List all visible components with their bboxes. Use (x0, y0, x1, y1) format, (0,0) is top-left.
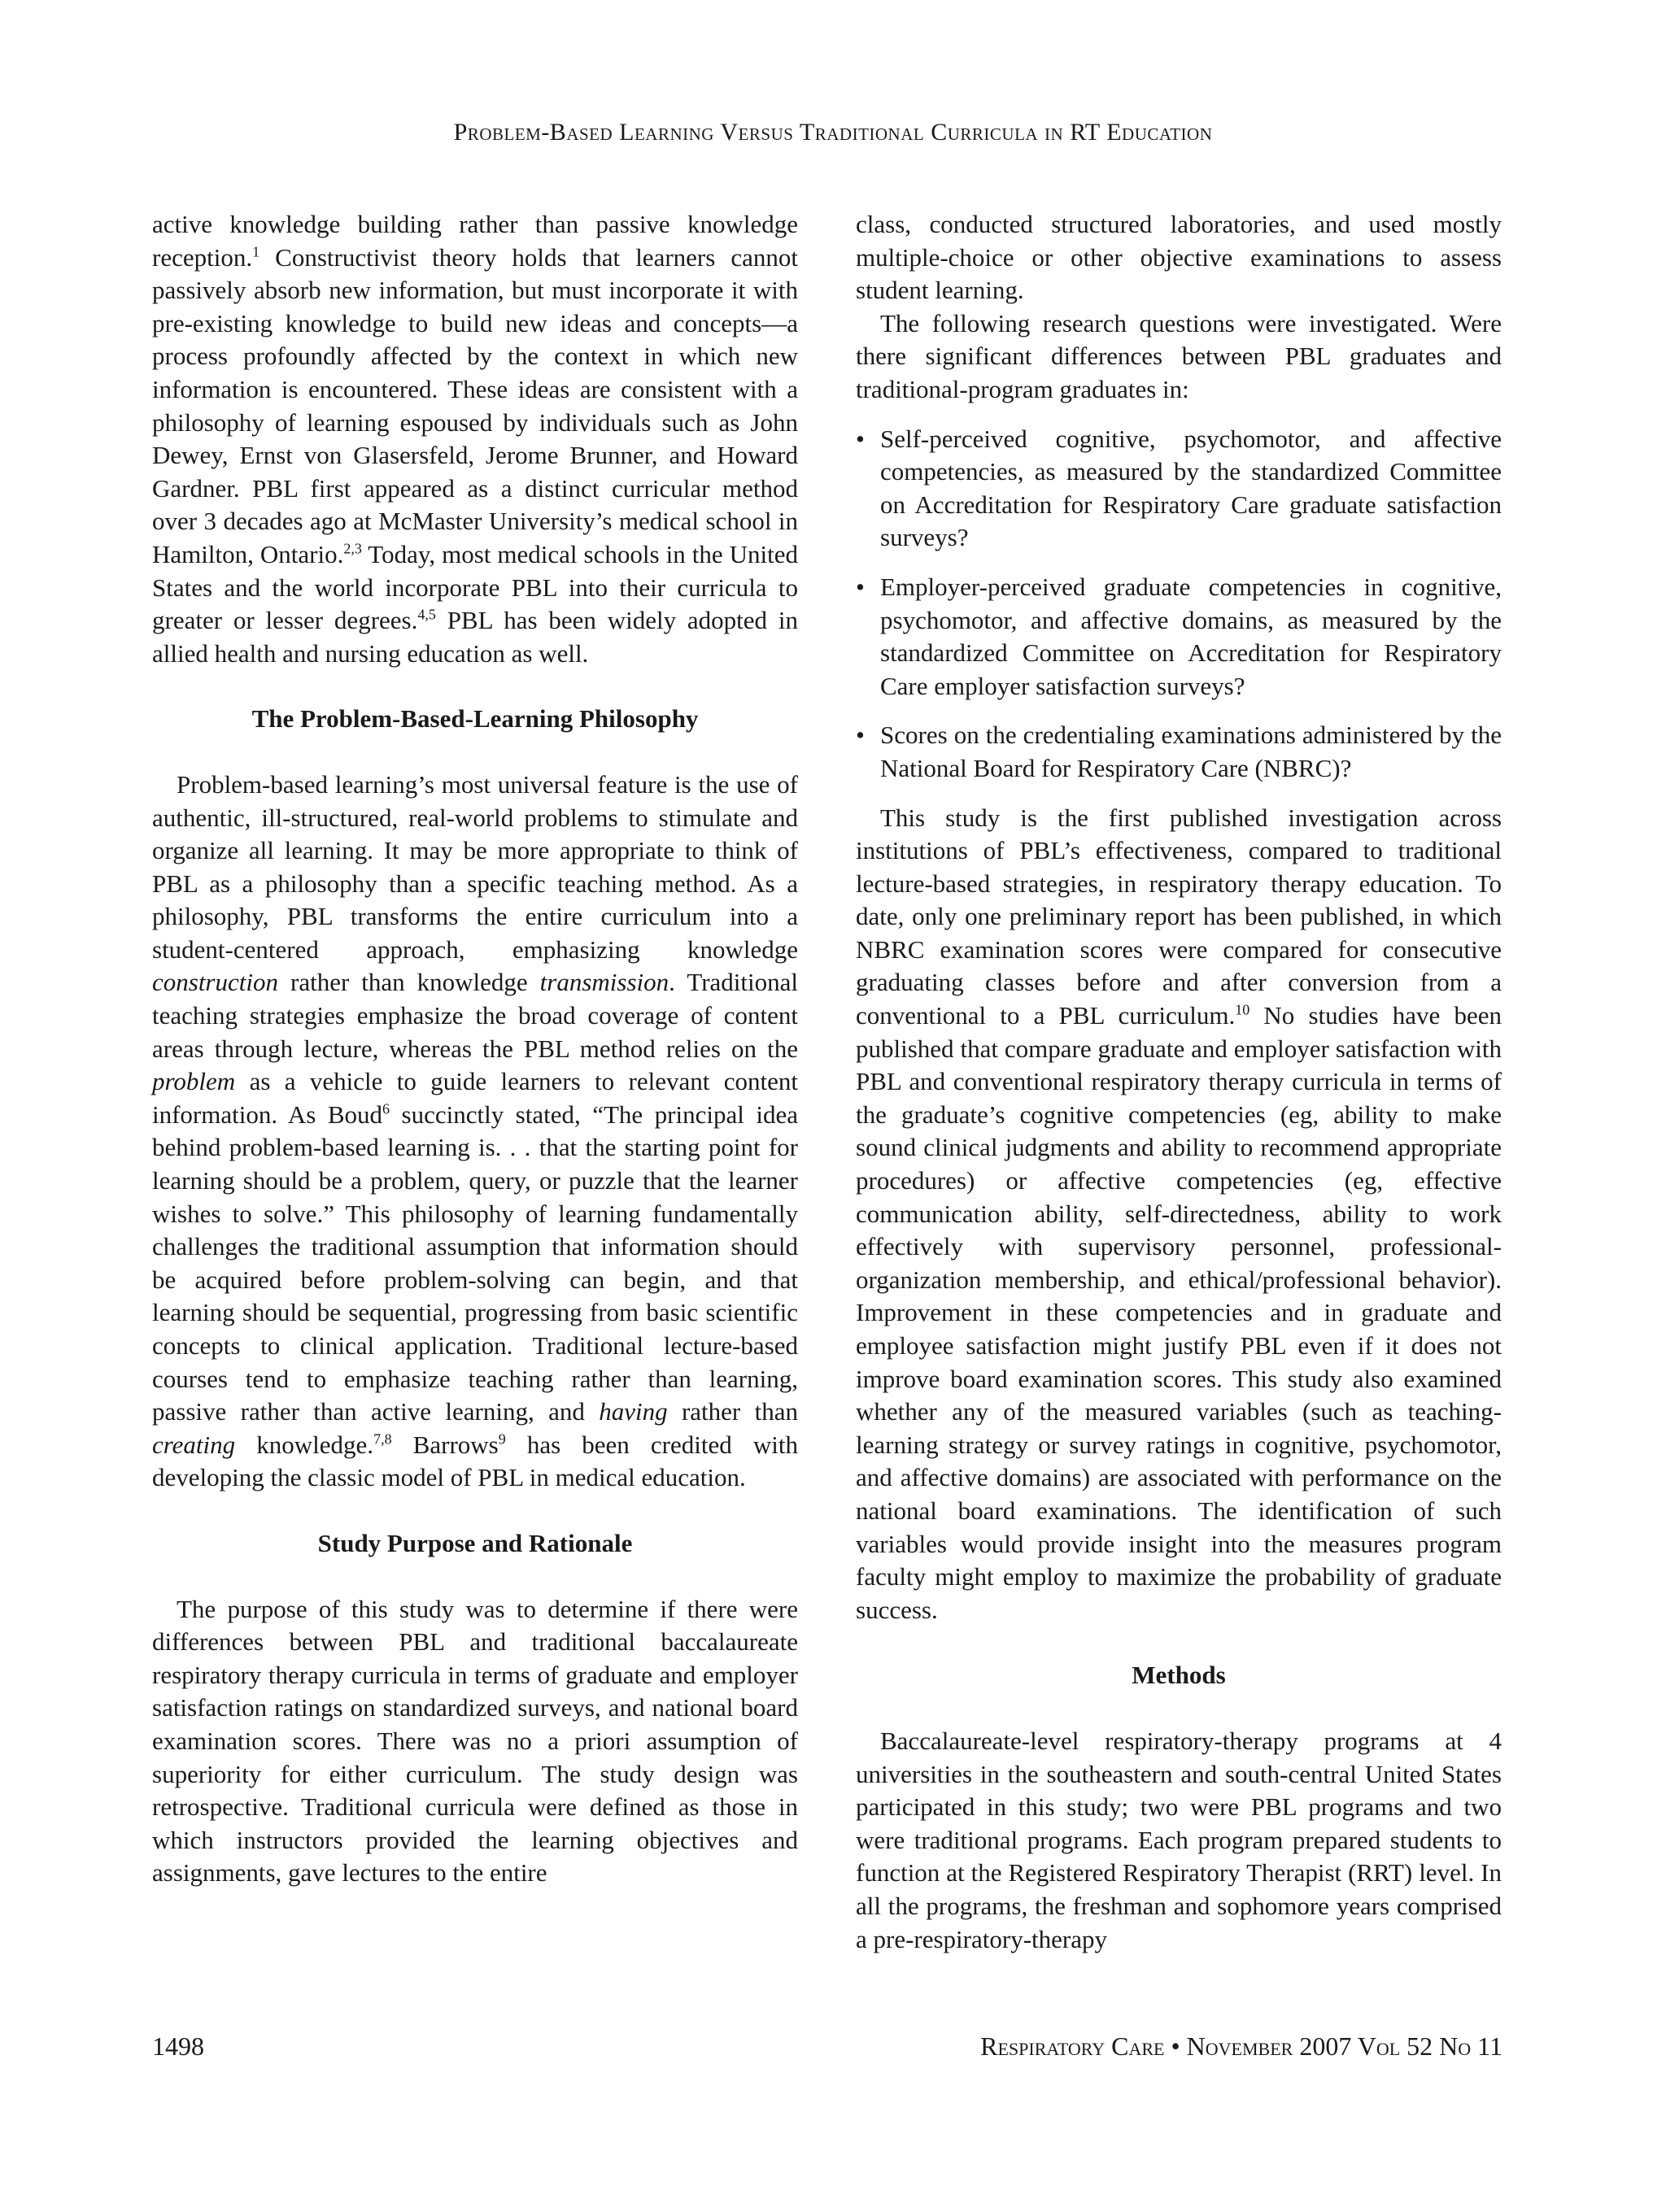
bullet-icon: • (856, 572, 865, 601)
list-item (856, 719, 1502, 785)
continued-paragraph: class, conducted structured laboratories, and used mostly multiple-choice or other objective examinations to assess student learning. (856, 210, 1502, 305)
journal-citation: Respiratory Care • November 2007 Vol 52 No 11 (980, 2031, 1502, 2061)
emphasis: construction (152, 968, 278, 997)
text-run: This study is the first published investigation across institutions of PBL’s effectiveness, compared to traditional lecture-based strategies, in respiratory therapy education. To date, only one preliminary report has been published, in which NBRC examination scores were compared for consecutive graduating classes before and after conversion from a conventional to a PBL curriculum. (856, 803, 1502, 1030)
list-item (856, 571, 1502, 703)
citation-ref: 9 (498, 1430, 506, 1448)
citation-ref: 2,3 (343, 540, 362, 557)
right-column (856, 208, 1502, 1956)
text-run: . Traditional teaching strategies emphasize the broad coverage of content areas through lecture, whereas the PBL method relies on the (152, 968, 798, 1063)
text-run: knowledge. (235, 1430, 374, 1459)
running-head: Problem-Based Learning Versus Traditional Curricula in RT Education (453, 119, 1213, 146)
bullet-icon: • (856, 721, 865, 750)
text-run: active knowledge building rather than passive knowledge reception. (152, 210, 798, 272)
emphasis: transmission (539, 968, 669, 997)
study-rationale-paragraph (856, 802, 1502, 1627)
study-purpose-paragraph: The purpose of this study was to determine if there were differences between PBL and traditional baccalaureate respiratory therapy curricula in terms of graduate and employer satisfaction ratings on standardized surveys, and national board examination scores. There was no a priori assumption of superiority for either curriculum. The study design was retrospective. Traditional curricula were defined as those in which instructors provided the learning objectives and assignments, gave lectures to the entire (152, 1594, 798, 1888)
intro-paragraph (152, 208, 798, 670)
text-run: Constructivist theory holds that learners cannot passively absorb new information, but must incorporate it with pre-existing knowledge to build new ideas and concepts—a process profoundly affected by the context in which new information is encountered. These ideas are consistent with a philosophy of learning espoused by individuals such as John Dewey, Ernst von Glasersfeld, Jerome Brunner, and Howard Gardner. PBL first appeared as a distinct curricular method over 3 decades ago at McMaster University’s medical school in Hamilton, Ontario. (152, 242, 798, 568)
text-run: rather than (667, 1397, 798, 1426)
citation-ref: 1 (252, 243, 260, 260)
text-run: has been credited with developing the classic model of PBL in medical education. (152, 1430, 798, 1492)
list-item-text: Employer-perceived graduate competencies in cognitive, psychomotor, and affective domains, as measured by the standardized Committee on Accreditation for Respiratory Care employer satisfaction surveys? (880, 572, 1502, 700)
text-run: Today, most medical schools in the United States and the world incorporate PBL into their curricula to greater or lesser degrees. (152, 539, 798, 635)
section-heading-pbl-philosophy: The Problem-Based-Learning Philosophy (251, 704, 699, 734)
citation-ref: 7,8 (373, 1430, 392, 1448)
emphasis: problem (152, 1067, 236, 1096)
citation-ref: 6 (382, 1100, 390, 1117)
list-item-text: Scores on the credentialing examinations administered by the National Board for Respiratory Care (NBRC)? (880, 721, 1502, 782)
text-run: No studies have been published that compare graduate and employer satisfaction with PBL and conventional respiratory therapy curricula in terms of the graduate’s cognitive competencies (eg, ability to make sound clinical judgments and ability to recommend appropriate procedures) or affective competencies (eg, effective communication ability, self-directedness, ability to work effectively with supervisory personnel, professional-organization membership, and ethical/professional behavior). Improvement in these competencies and in graduate and employee satisfaction might justify PBL even if it does not improve board examination scores. This study also examined whether any of the measured variables (such as teaching-learning strategy or survey ratings in cognitive, psychomotor, and affective domains) are associated with performance on the national board examinations. The identification of such variables would provide insight into the measures program faculty might employ to maximize the probability of graduate success. (856, 1001, 1502, 1624)
text-run: rather than knowledge (278, 968, 540, 997)
emphasis: creating (152, 1430, 236, 1459)
text-run: Barrows (391, 1430, 499, 1459)
emphasis: having (599, 1397, 668, 1426)
list-item (856, 423, 1502, 555)
bullet-icon: • (856, 424, 865, 453)
text-run: succinctly stated, “The principal idea behind problem-based learning is. . . that the starting point for learning should be a problem, query, or puzzle that the learner wishes to solve.” This philosophy of learning fundamentally challenges the traditional assumption that information should be acquired before problem-solving can begin, and that learning should be sequential, progressing from basic scientific concepts to clinical application. Traditional lecture-based courses tend to emphasize teaching rather than learning, passive rather than active learning, and (152, 1099, 798, 1426)
research-questions-list (856, 423, 1502, 786)
text-run: PBL has been widely adopted in allied health and nursing education as well. (152, 606, 798, 668)
section-heading-study-purpose: Study Purpose and Rationale (317, 1528, 633, 1557)
left-column (152, 208, 798, 1890)
text-run: as a vehicle to guide learners to relevant content information. As Boud (152, 1067, 798, 1129)
text-run: Problem-based learning’s most universal feature is the use of authentic, ill-structured, real-world problems to stimulate and organize all learning. It may be more appropriate to think of PBL as a philosophy than a specific teaching method. As a philosophy, PBL transforms the entire curriculum into a student-centered approach, emphasizing knowledge (152, 769, 798, 964)
methods-paragraph: Baccalaureate-level respiratory-therapy programs at 4 universities in the southeastern and south-central United States participated in this study; two were PBL programs and two were traditional programs. Each program prepared students to function at the Registered Respiratory Therapist (RRT) level. In all the programs, the freshman and sophomore years comprised a pre-respiratory-therapy (856, 1726, 1502, 1953)
page-number: 1498 (152, 2031, 204, 2061)
research-questions-intro: The following research questions were investigated. Were there significant differences between PBL graduates and traditional-program graduates in: (856, 308, 1502, 403)
section-heading-methods: Methods (1132, 1661, 1226, 1690)
list-item-text: Self-perceived cognitive, psychomotor, and affective competencies, as measured by the standardized Committee on Accreditation for Respiratory Care graduate satisfaction surveys? (880, 424, 1502, 552)
citation-ref: 10 (1235, 1001, 1250, 1018)
citation-ref: 4,5 (417, 606, 436, 623)
pbl-philosophy-paragraph (152, 769, 798, 1495)
